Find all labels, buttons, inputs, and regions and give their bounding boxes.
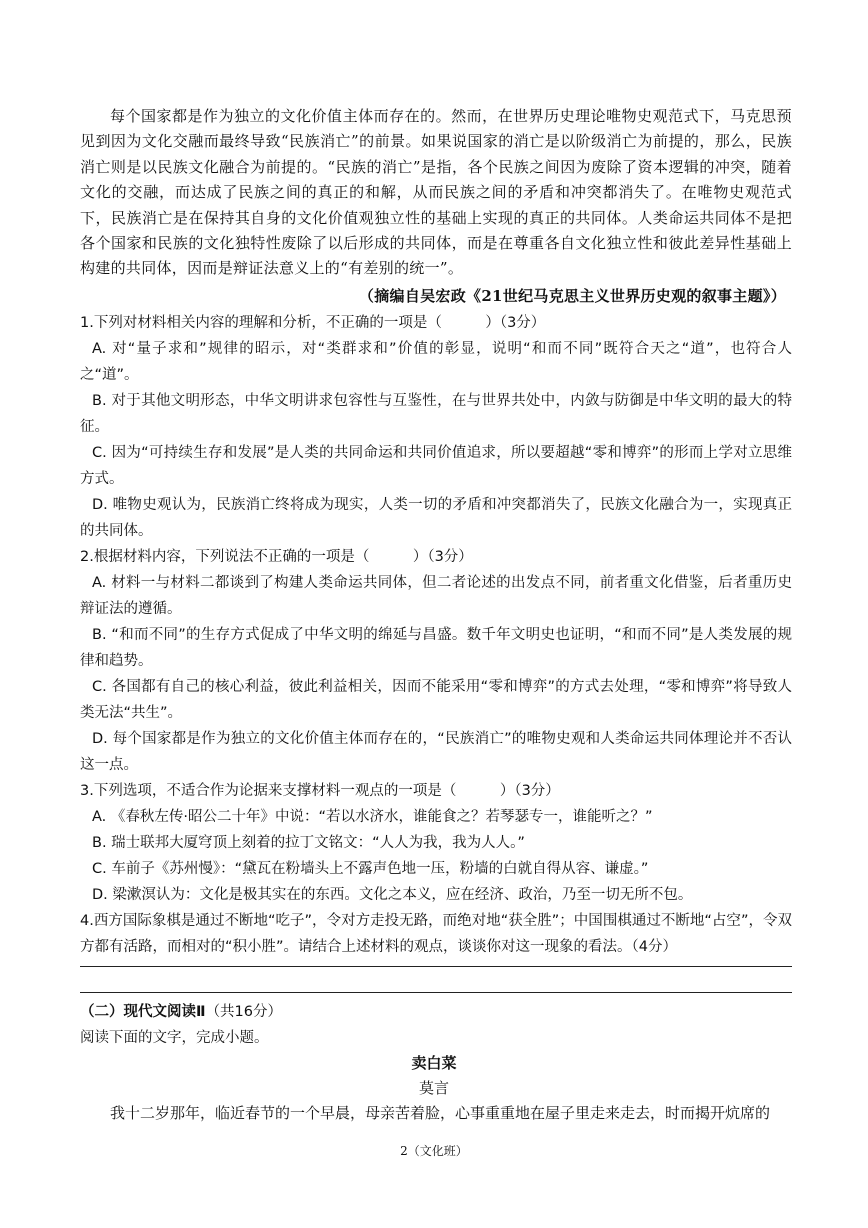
option-a: A. 材料一与材料二都谈到了构建人类命运共同体，但二者论述的出发点不同，前者重文化借鉴，后者重历史辩证法的遵循。 — [80, 575, 792, 617]
reading-passage: 每个国家都是作为独立的文化价值主体而存在的。然而，在世界历史理论唯物史观范式下，马克思预见到因为文化交融而最终导致“民族消亡”的前景。如果说国家的消亡是以阶级消亡为前提的，那么，民族消亡则是以民族文化融合为前提的。“民族的消亡”是指，各个民族之间因为废除了资本逻辑的冲突，随着文化的交融，而达成了民族之间的真正的和解，从而民族之间的矛盾和冲突都消失了。在唯物史观范式下，民族消亡是在保持其自身的文化价值观独立性的基础上实现的真正的共同体。人类命运共同体不是把各个国家和民族的文化独特性废除了以后形成的共同体，而是在尊重各自文化独立性和彼此差异性基础上构建的共同体，因而是辩证法意义上的“有差别的统一”。 — [80, 107, 792, 278]
option-d: D. 唯物史观认为，民族消亡终将成为现实，人类一切的矛盾和冲突都消失了，民族文化融合为一，实现真正的共同体。 — [80, 497, 792, 539]
option-c: C. 因为“可持续生存和发展”是人类的共同命运和共同价值追求，所以要超越“零和博弈”的形而上学对立思维方式。 — [80, 445, 792, 487]
section-heading — [80, 1000, 282, 1021]
story-title: 卖白菜 — [411, 1054, 457, 1072]
question-1 — [80, 310, 792, 544]
question-3 — [80, 778, 792, 908]
question-stem: 3.下列选项，不适合作为论据来支撑材料一观点的一项是（ ）（3分） — [80, 783, 560, 799]
story-author: 莫言 — [418, 1079, 449, 1097]
story-first-line: 我十二岁那年，临近春节的一个早晨，母亲苦着脸，心事重重地在屋子里走来走去，时而揭开炕席的 — [110, 1104, 771, 1122]
option-b: B. 对于其他文明形态，中华文明讲求包容性与互鉴性，在与世界共处中，内敛与防御是中华文明的最大的特征。 — [80, 393, 792, 435]
option-a: A. 《春秋左传·昭公二十年》中说：“若以水济水，谁能食之？若琴瑟专一，谁能听之？” — [92, 809, 653, 825]
section-title: （二）现代文阅读Ⅱ — [80, 1004, 206, 1020]
option-a: A. 对“量子求和”规律的昭示，对“类群求和”价值的彰显，说明“和而不同”既符合天之“道”，也符合人之“道”。 — [80, 341, 792, 383]
divider-line — [80, 992, 792, 993]
page-footer: 2（文化班） — [400, 1144, 468, 1158]
option-b: B. “和而不同”的生存方式促成了中华文明的绵延与昌盛。数千年文明史也证明，“和而不同”是人类发展的规律和趋势。 — [80, 627, 792, 669]
option-c: C. 车前子《苏州慢》：“黛瓦在粉墙头上不露声色地一压，粉墙的白就自得从容、谦虚。” — [92, 861, 649, 877]
option-d: D. 梁漱溟认为：文化是极其实在的东西。文化之本义，应在经济、政治，乃至一切无所不包。 — [92, 887, 693, 903]
section-points: （共16分） — [205, 1004, 283, 1020]
section-instruction: 阅读下面的文字，完成小题。 — [80, 1030, 269, 1046]
question-stem: 2.根据材料内容，下列说法不正确的一项是（ ）（3分） — [80, 549, 473, 565]
question-2 — [80, 544, 792, 778]
option-d: D. 每个国家都是作为独立的文化价值主体而存在的，“民族消亡”的唯物史观和人类命运共同体理论并不否认这一点。 — [80, 731, 792, 773]
passage-source: （摘编自吴宏政《21世纪马克思主义世界历史观的叙事主题》） — [358, 287, 786, 305]
question-stem: 4.西方国际象棋是通过不断地“吃子”，令对方走投无路，而绝对地“获全胜”；中国围棋通过不断地“占空”，令双方都有活路，而相对的“积小胜”。请结合上述材料的观点，谈谈你对这一现象的看法。（4分） — [80, 913, 792, 955]
option-b: B. 瑞士联邦大厦穹顶上刻着的拉丁文铭文：“人人为我，我为人人。” — [92, 835, 525, 851]
question-stem: 1.下列对材料相关内容的理解和分析，不正确的一项是（ ）（3分） — [80, 315, 546, 331]
divider-line — [80, 966, 792, 967]
question-4 — [80, 908, 792, 960]
question-list — [80, 310, 792, 960]
option-c: C. 各国都有自己的核心利益，彼此利益相关，因而不能采用“零和博弈”的方式去处理，“零和博弈”将导致人类无法“共生”。 — [80, 679, 792, 721]
